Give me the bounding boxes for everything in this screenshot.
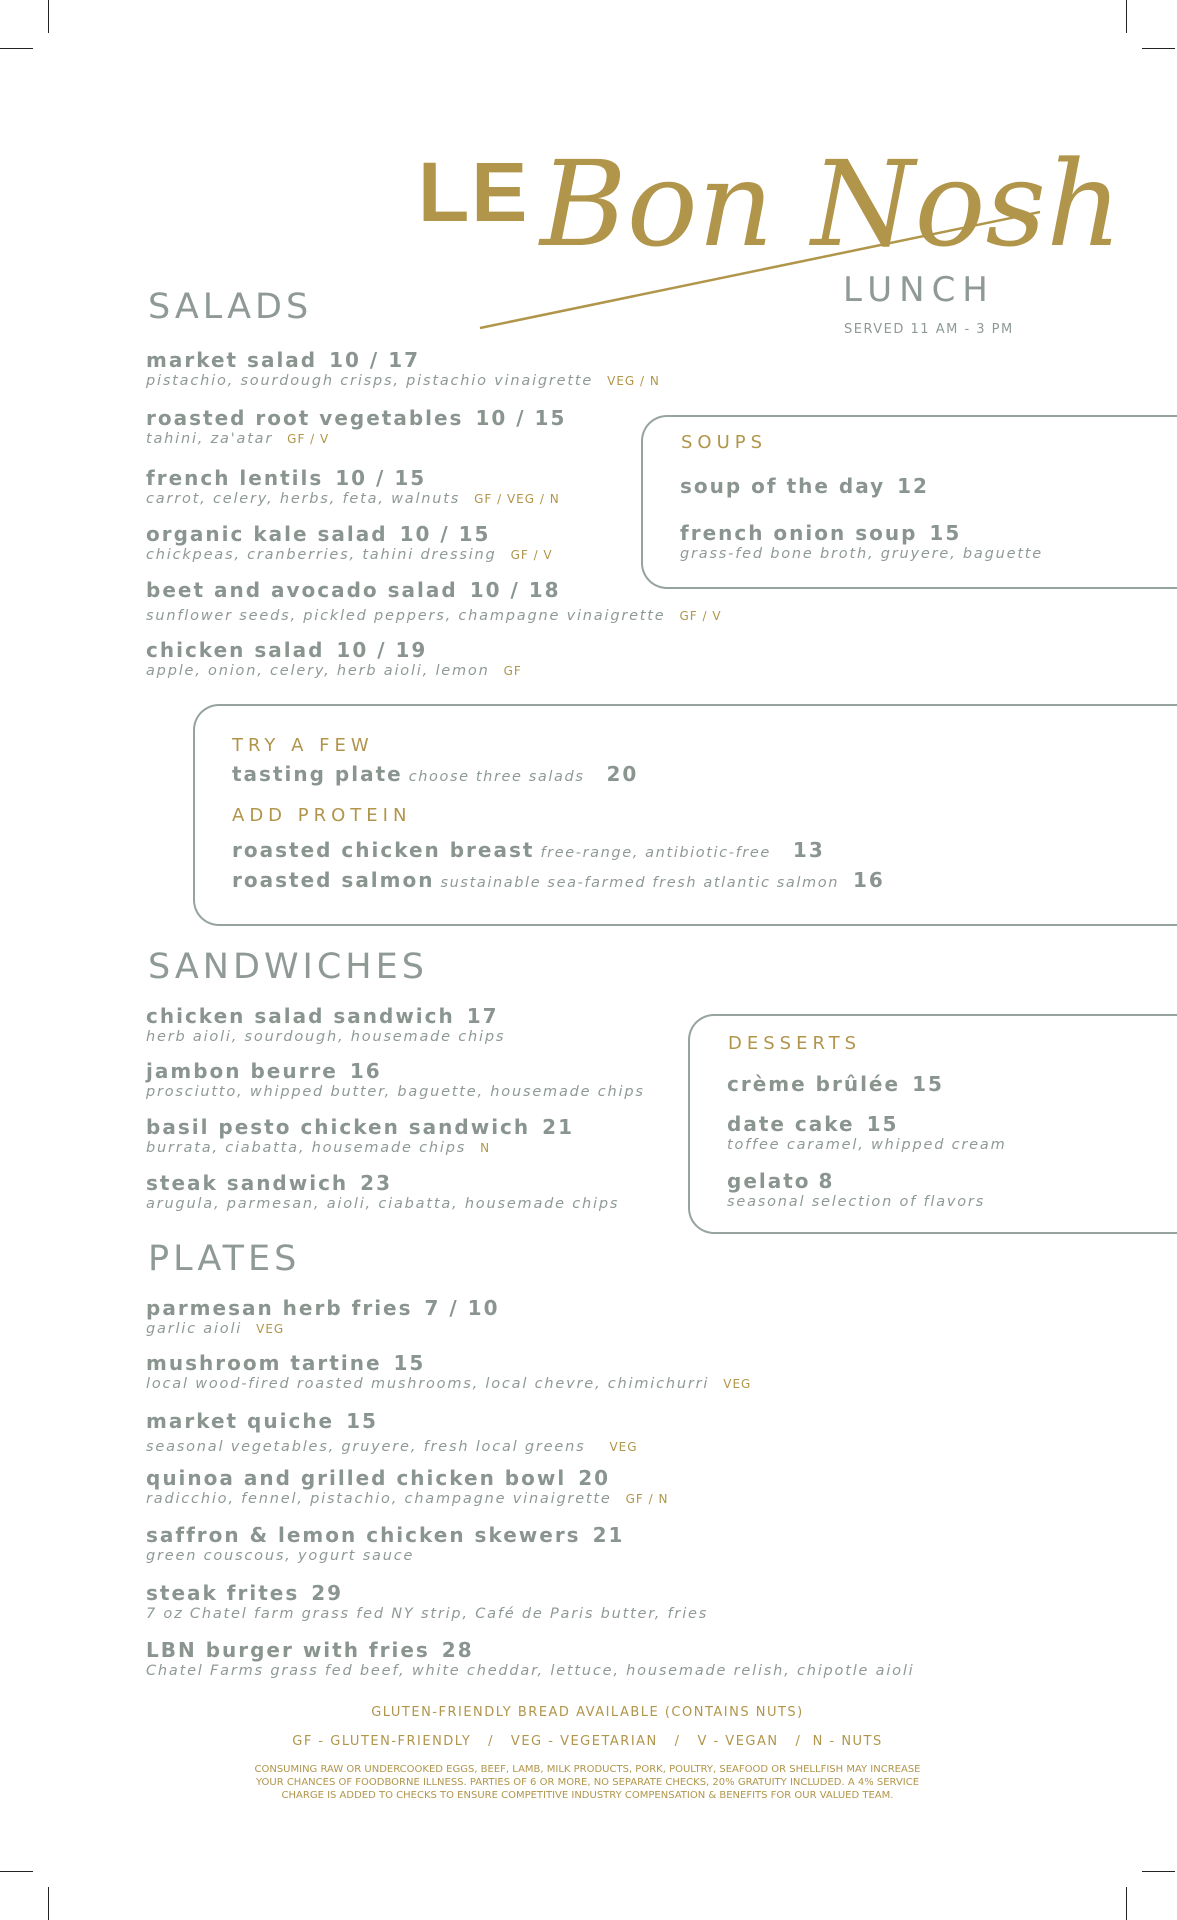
list-item: date cake 15 toffee caramel, whipped cream bbox=[727, 1112, 1007, 1153]
list-item: roasted chicken breast free-range, antibiotic-free 13 bbox=[232, 838, 825, 862]
list-item: gelato 8 seasonal selection of flavors bbox=[727, 1169, 986, 1210]
sandwiches-title: SANDWICHES bbox=[148, 947, 428, 987]
list-item: steak frites 29 7 oz Chatel farm grass fed NY strip, Café de Paris butter, fries bbox=[146, 1581, 709, 1622]
list-item: LBN burger with fries 28 Chatel Farms grass fed beef, white cheddar, lettuce, housemade relish, chipotle aioli bbox=[146, 1638, 915, 1679]
crop-mark bbox=[48, 1887, 49, 1920]
list-item: parmesan herb fries 7 / 10 garlic aioli VEG bbox=[146, 1296, 500, 1337]
disclaimer-line: CHARGE IS ADDED TO CHECKS TO ENSURE COMPETITIVE INDUSTRY COMPENSATION & BENEFITS FOR OUR VALUED TEAM. bbox=[281, 1790, 894, 1801]
dietary-legend: GF - GLUTEN-FRIENDLY / VEG - VEGETARIAN / V - VEGAN / N - NUTS bbox=[292, 1734, 883, 1749]
disclaimer-line: CONSUMING RAW OR UNDERCOOKED EGGS, BEEF, LAMB, MILK PRODUCTS, PORK, POULTRY, SEAFOOD OR SHELLFISH MAY INCREASE bbox=[254, 1764, 921, 1775]
crop-mark bbox=[1126, 1887, 1127, 1920]
crop-mark bbox=[0, 1871, 33, 1872]
try-a-few-title: TRY A FEW bbox=[232, 735, 374, 756]
list-item: jambon beurre 16 prosciutto, whipped butter, baguette, housemade chips bbox=[146, 1059, 645, 1100]
disclaimer-line: YOUR CHANCES OF FOODBORNE ILLNESS. PARTIES OF 6 OR MORE, NO SEPARATE CHECKS, 20% GRATUITY INCLUDED. A 4% SERVICE bbox=[255, 1777, 920, 1788]
list-item: roasted root vegetables 10 / 15 tahini, za'atar GF / V bbox=[146, 406, 567, 447]
desserts-title: DESSERTS bbox=[728, 1033, 862, 1054]
salads-title: SALADS bbox=[148, 287, 313, 327]
list-item: market quiche 15 seasonal vegetables, gruyere, fresh local greens VEG bbox=[146, 1409, 638, 1455]
list-item: beet and avocado salad 10 / 18 sunflower seeds, pickled peppers, champagne vinaigrette GF / V bbox=[146, 578, 722, 624]
crop-mark bbox=[48, 0, 49, 33]
list-item: roasted salmon sustainable sea-farmed fresh atlantic salmon 16 bbox=[232, 868, 885, 892]
list-item: chicken salad sandwich 17 herb aioli, sourdough, housemade chips bbox=[146, 1004, 506, 1045]
list-item: chicken salad 10 / 19 apple, onion, celery, herb aioli, lemon GF bbox=[146, 638, 522, 679]
crop-mark bbox=[1126, 0, 1127, 33]
bread-note: GLUTEN-FRIENDLY BREAD AVAILABLE (CONTAINS NUTS) bbox=[371, 1705, 804, 1720]
crop-mark bbox=[1142, 1871, 1175, 1872]
list-item: market salad 10 / 17 pistachio, sourdough crisps, pistachio vinaigrette VEG / N bbox=[146, 348, 660, 389]
list-item: soup of the day 12 bbox=[680, 474, 929, 498]
list-item: steak sandwich 23 arugula, parmesan, aioli, ciabatta, housemade chips bbox=[146, 1171, 620, 1212]
svg-text:Bon Nosh: Bon Nosh bbox=[540, 135, 1123, 273]
list-item: crème brûlée 15 bbox=[727, 1072, 944, 1096]
soups-title: SOUPS bbox=[681, 432, 768, 453]
plates-title: PLATES bbox=[148, 1239, 301, 1279]
crop-mark bbox=[0, 48, 33, 49]
menu-type: LUNCH bbox=[843, 270, 995, 310]
add-protein-title: ADD PROTEIN bbox=[232, 805, 412, 826]
logo-le: LE bbox=[418, 145, 530, 239]
list-item: saffron & lemon chicken skewers 21 green couscous, yogurt sauce bbox=[146, 1523, 625, 1564]
list-item: mushroom tartine 15 local wood-fired roasted mushrooms, local chevre, chimichurri VEG bbox=[146, 1351, 752, 1392]
list-item: organic kale salad 10 / 15 chickpeas, cranberries, tahini dressing GF / V bbox=[146, 522, 553, 563]
served-hours: SERVED 11 AM - 3 PM bbox=[844, 322, 1014, 337]
list-item: quinoa and grilled chicken bowl 20 radicchio, fennel, pistachio, champagne vinaigrette GF / N bbox=[146, 1466, 669, 1507]
list-item: french lentils 10 / 15 carrot, celery, herbs, feta, walnuts GF / VEG / N bbox=[146, 466, 560, 507]
list-item: french onion soup 15 grass-fed bone broth, gruyere, baguette bbox=[680, 521, 1044, 562]
crop-mark bbox=[1142, 48, 1175, 49]
list-item: basil pesto chicken sandwich 21 burrata, ciabatta, housemade chips N bbox=[146, 1115, 574, 1156]
tasting-plate: tasting plate choose three salads 20 bbox=[232, 762, 639, 786]
